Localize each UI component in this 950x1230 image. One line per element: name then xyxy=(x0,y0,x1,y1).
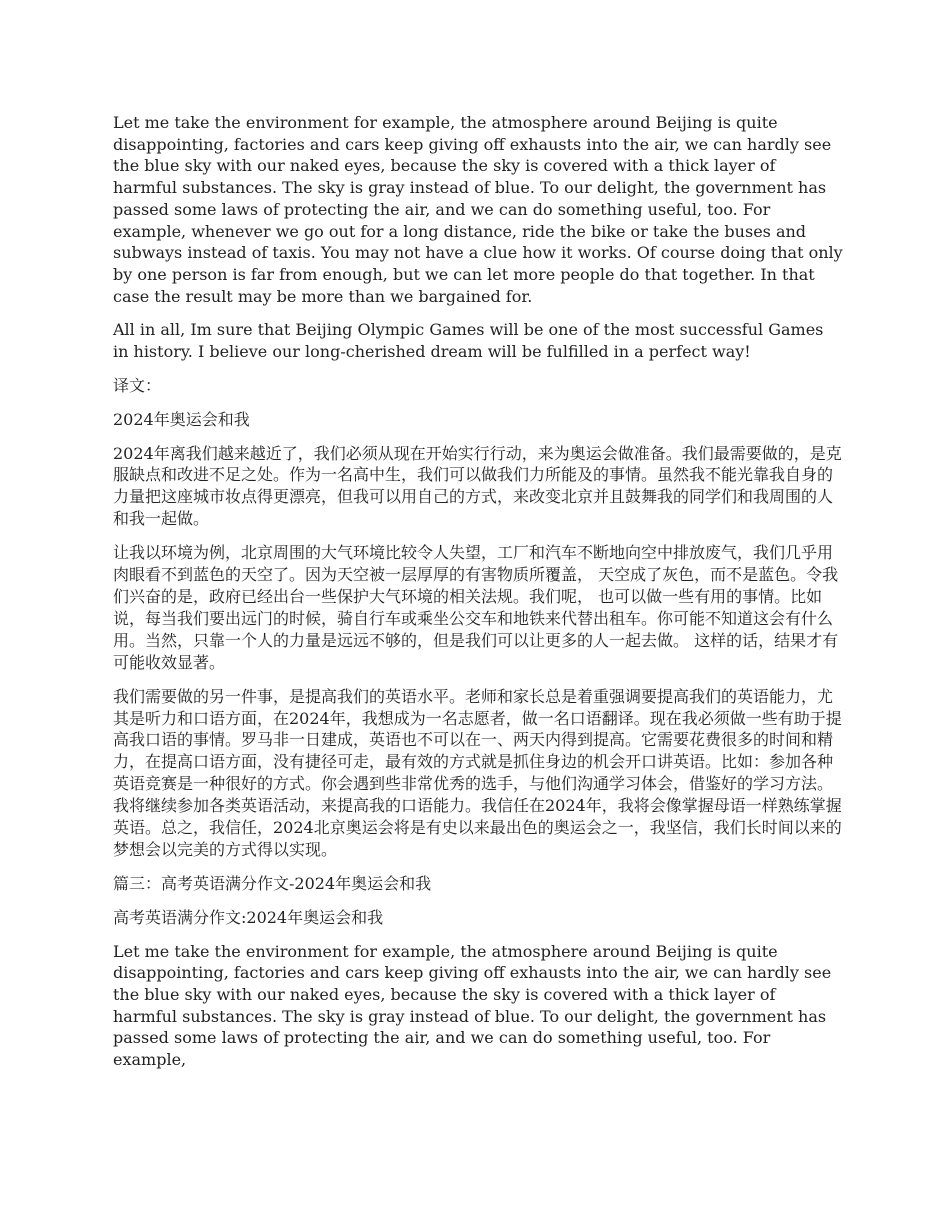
section-subheading: 高考英语满分作文:2024年奥运会和我 xyxy=(113,907,384,927)
translation-title: 2024年奥运会和我 xyxy=(113,409,250,429)
paragraph-conclusion-en: All in all, Im sure that Beijing Olympic Games will be one of the most successful Games in history. I believe our long-cherished dream will be fulfilled in a perfect way! xyxy=(113,320,824,362)
paragraph-environment-en: Let me take the environment for example, the atmosphere around Beijing is quite disappointing, factories and cars keep giving off exhausts into the air, we can hardly see the blue sky with our naked eyes, because the sky is covered with a thick layer of harmful substances. The sky is gray instead of blue. To our delight, the government has passed some laws of protecting the air, and we can do something useful, too. For example, whenever we go out for a long distance, ride the bike or take the buses and subways instead of taxis. You may not have a clue how it works. Of course doing that only by one person is far from enough, but we can let more people do that together. In that case the result may be more than we bargained for. xyxy=(113,113,843,306)
paragraph-environment-en-repeat: Let me take the environment for example, the atmosphere around Beijing is quite disappointing, factories and cars keep giving off exhausts into the air, we can hardly see the blue sky with our naked eyes, because the sky is covered with a thick layer of harmful substances. The sky is gray instead of blue. To our delight, the government has passed some laws of protecting the air, and we can do something useful, too. For example, xyxy=(113,941,832,1070)
paragraph-intro-zh: 2024年离我们越来越近了，我们必须从现在开始实行行动，来为奥运会做准备。我们最需要做的，是克服缺点和改进不足之处。作为一名高中生，我们可以做我们力所能及的事情。虽然我不能光靠我自身的力量把这座城市妆点得更漂亮，但我可以用自己的方式，来改变北京并且鼓舞我的同学们和我周围的人和我一起做。 xyxy=(113,443,842,529)
paragraph-english-zh: 我们需要做的另一件事，是提高我们的英语水平。老师和家长总是着重强调要提高我们的英语能力，尤其是听力和口语方面，在2024年，我想成为一名志愿者，做一名口语翻译。现在我必须做一些有助于提高我口语的事情。罗马非一日建成，英语也不可以在一、两天内得到提高。它需要花费很多的时间和精力，在提高口语方面，没有捷径可走，最有效的方式就是抓住身边的机会开口讲英语。比如：参加各种英语竞赛是一种很好的方式。你会遇到些非常优秀的选手，与他们沟通学习体会，借鉴好的学习方法。我将继续参加各类英语活动，来提高我的口语能力。我信任在2024年，我将会像掌握母语一样熟练掌握英语。总之，我信任，2024北京奥运会将是有史以来最出色的奥运会之一，我坚信，我们长时间以来的梦想会以完美的方式得以实现。 xyxy=(113,686,842,859)
paragraph-environment-zh: 让我以环境为例，北京周围的大气环境比较令人失望，工厂和汽车不断地向空中排放废气，我们几乎用肉眼看不到蓝色的天空了。因为天空被一层厚厚的有害物质所覆盖， 天空成了灰色，而不是蓝色。令我们兴奋的是，政府已经出台一些保护大气环境的相关法规。我们呢， 也可以做一些有用的事情。比如说，每当我们要出远门的时候，骑自行车或乘坐公交车和地铁来代替出租车。你可能不知道这会有什么用。当然，只靠一个人的力量是远远不够的，但是我们可以让更多的人一起去做。 这样的话，结果才有可能收效显著。 xyxy=(113,543,839,672)
document-body xyxy=(113,112,843,1083)
section-heading: 篇三：高考英语满分作文-2024年奥运会和我 xyxy=(113,873,432,893)
translation-label: 译文： xyxy=(113,375,162,395)
